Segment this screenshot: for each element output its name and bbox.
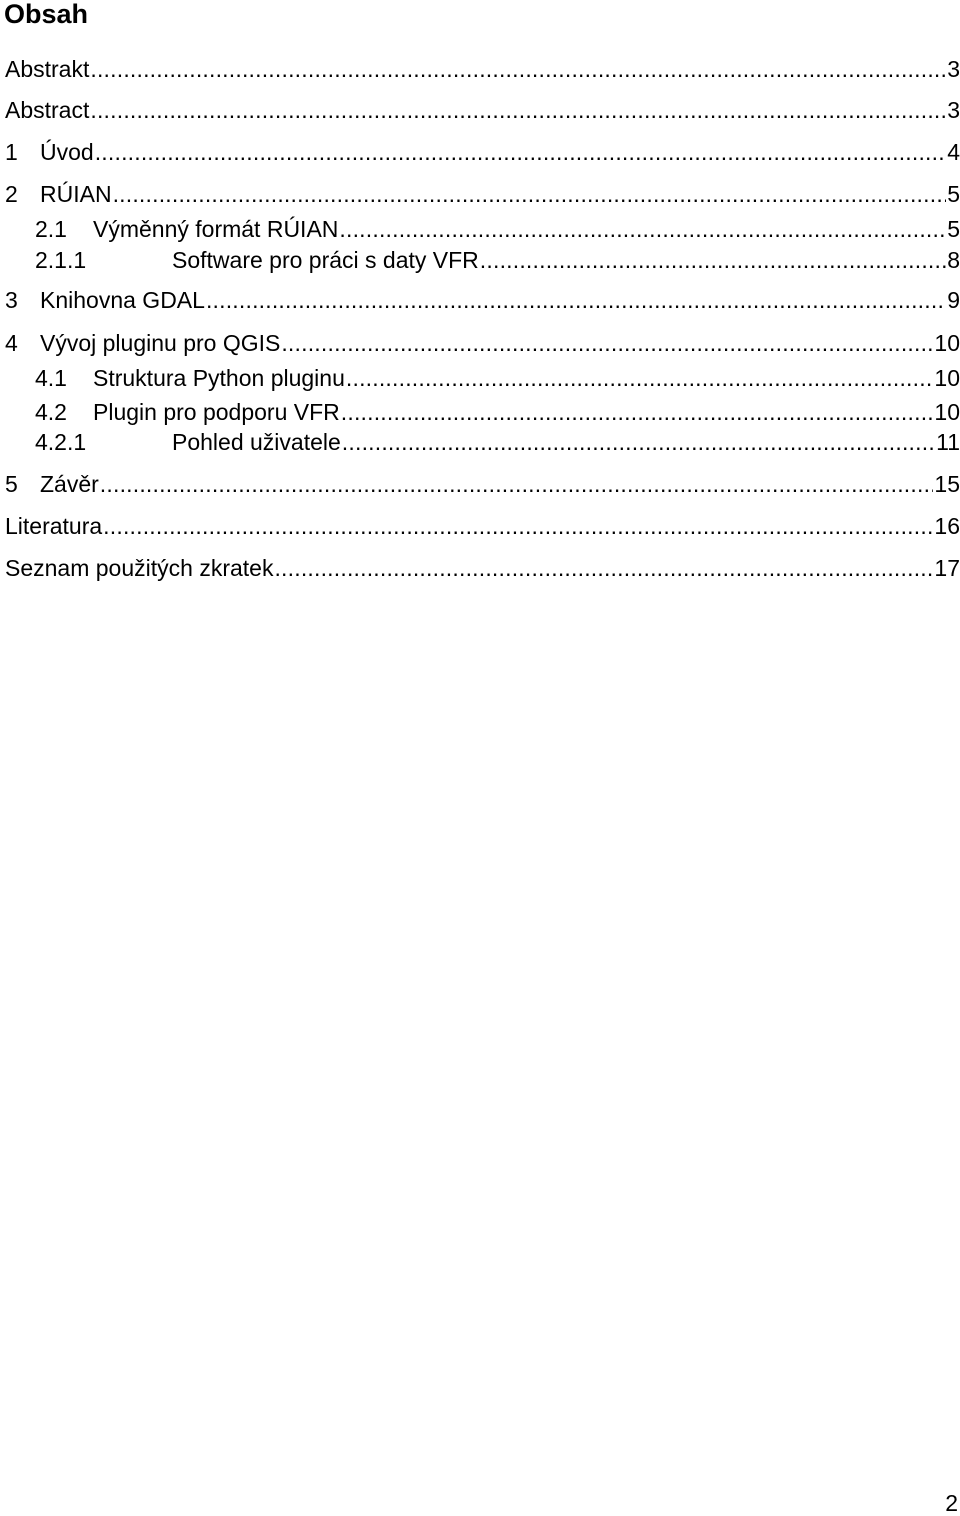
toc-entry-number: 2.1 [35,216,67,242]
toc-entry-number: 4.2 [35,399,67,425]
dot-leader [206,287,946,313]
toc-heading: Obsah [4,0,89,29]
page-number: 2 [945,1490,958,1516]
toc-entry-number: 3 [5,287,18,313]
toc-entry-page: 16 [934,513,960,539]
dot-leader [95,139,947,165]
toc-entry-label: Abstract [5,97,90,123]
toc-entry-label: Plugin pro podporu VFR [93,399,340,425]
toc-entry-label: Seznam použitých zkratek [5,555,274,581]
dot-leader [480,247,946,273]
toc-entry-label: Závěr [40,471,99,497]
toc-entry-page: 10 [934,365,960,391]
toc-entry-number: 4.2.1 [35,429,87,455]
dot-leader [113,181,947,207]
toc-entry-page: 10 [934,399,960,425]
toc-entry-number: 2.1.1 [35,247,87,273]
dot-leader [90,56,946,82]
toc-entry-page: 5 [947,181,960,207]
toc-entry-software-vfr[interactable] [35,247,960,273]
toc-entry-number: 4 [5,330,18,356]
toc-entry-number: 2 [5,181,18,207]
toc-entry-page: 4 [947,139,960,165]
toc-entry-page: 3 [947,56,960,82]
toc-entry-pohled-uzivatele[interactable] [35,429,960,455]
toc-entry-plugin-vfr[interactable] [35,399,960,425]
toc-entry-label: Vývoj pluginu pro QGIS [40,330,281,356]
toc-entry-literatura[interactable] [5,513,960,539]
toc-entry-page: 9 [947,287,960,313]
dot-leader [281,330,933,356]
toc-entry-vymenny-format[interactable] [35,216,960,242]
toc-entry-struktura-python[interactable] [35,365,960,391]
toc-entry-vyvoj-pluginu[interactable] [5,330,960,356]
dot-leader [90,97,946,123]
toc-entry-page: 17 [934,555,960,581]
dot-leader [100,471,934,497]
toc-entry-page: 3 [947,97,960,123]
toc-entry-label: Knihovna GDAL [40,287,205,313]
toc-entry-number: 5 [5,471,18,497]
dot-leader [341,399,934,425]
toc-entry-label: Abstrakt [5,56,90,82]
toc-entry-abstract[interactable] [5,97,960,123]
toc-entry-label: Struktura Python pluginu [93,365,345,391]
dot-leader [274,555,933,581]
dot-leader [103,513,933,539]
toc-entry-label: Výměnný formát RÚIAN [93,216,339,242]
toc-entry-label: RÚIAN [40,181,112,207]
toc-entry-number: 4.1 [35,365,67,391]
toc-entry-page: 8 [947,247,960,273]
toc-entry-label: Software pro práci s daty VFR [172,247,479,273]
toc-entry-label: Pohled uživatele [172,429,341,455]
toc-entry-ruian[interactable] [5,181,960,207]
toc-entry-number: 1 [5,139,18,165]
toc-entry-page: 15 [934,471,960,497]
toc-entry-seznam-zkratek[interactable] [5,555,960,581]
toc-entry-uvod[interactable] [5,139,960,165]
toc-entry-page: 11 [936,429,960,455]
toc-entry-label: Úvod [40,139,94,165]
toc-entry-knihovna-gdal[interactable] [5,287,960,313]
toc-entry-label: Literatura [5,513,103,539]
toc-entry-page: 5 [947,216,960,242]
dot-leader [342,429,935,455]
toc-entry-zaver[interactable] [5,471,960,497]
dot-leader [339,216,946,242]
dot-leader [346,365,934,391]
toc-entry-page: 10 [934,330,960,356]
toc-entry-abstrakt[interactable] [5,56,960,82]
